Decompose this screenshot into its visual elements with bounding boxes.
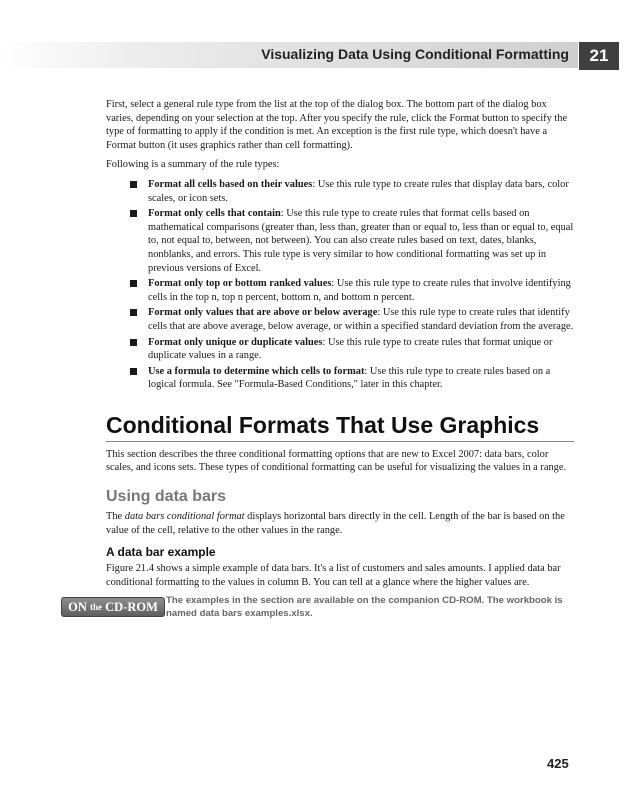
subsection-paragraph: [106, 510, 574, 537]
rule-types-list: [106, 178, 574, 392]
rule-desc: : Use this rule type to create rules that identify cells that are above average, below average, or within a specified standard deviation from the average.: [148, 307, 574, 332]
bullet-icon: [130, 181, 137, 188]
bullet-icon: [130, 339, 137, 346]
cd-rom-callout: [68, 595, 574, 620]
section-heading: Conditional Formats That Use Graphics: [106, 412, 574, 442]
para-prefix: The: [106, 511, 125, 523]
rule-term: Format only cells that contain: [148, 208, 281, 220]
intro-paragraph: First, select a general rule type from the list at the top of the dialog box. The bottom part of the dialog box varies, depending on your selection at the top. After you specify the rule, click the Format button to specify the type of formatting to apply if the condition is met. An exception is the first rule type, which doesn't have a Format button (it uses graphics rather than cell formatting).: [106, 99, 568, 151]
list-item: [106, 207, 574, 275]
list-item: [106, 365, 574, 392]
bullet-icon: [130, 309, 137, 316]
para-italic-term: data bars conditional format: [124, 511, 245, 523]
rule-desc: : Use this rule type to create rules based on a logical formula. See "Formula-Based Conditions," later in this chapter.: [148, 365, 551, 391]
page-number: 425: [547, 756, 569, 771]
example-heading: A data bar example: [106, 545, 216, 560]
list-item: [106, 277, 574, 304]
rule-term: Use a formula to determine which cells to format: [148, 365, 365, 377]
rule-desc: : Use this rule type to create rules that format unique or duplicate values in a range.: [148, 336, 553, 362]
subsection-heading: Using data bars: [106, 488, 227, 506]
rule-desc: : Use this rule type to create rules that format cells based on mathematical comparisons (greater than, less than, greater than or equal to, less than or equal to, equal to, not equal to, between, not between). You can also create rules based on text, dates, blanks, nonblanks, and errors. This rule type is very similar to how conditional formatting was set up in previous versions of Excel.: [148, 208, 574, 274]
example-paragraph: Figure 21.4 shows a simple example of data bars. It's a list of customers and sales amounts. I applied data bar conditional formatting to the values in column B. You can tell at a glance where the higher values are.: [106, 563, 561, 588]
bullet-icon: [130, 368, 137, 375]
running-header: [0, 42, 637, 70]
logo-on: ON: [68, 600, 87, 615]
callout-text: The examples in the section are available on the companion CD-ROM. The workbook is named data bars examples.xlsx.: [166, 595, 563, 619]
rule-term: Format only values that are above or below average: [148, 307, 378, 319]
list-item: [106, 306, 574, 333]
header-title: Visualizing Data Using Conditional Formatting: [261, 46, 569, 62]
on-the-cd-rom-logo: [61, 597, 165, 617]
rule-desc: : Use this rule type to create rules that involve identifying cells in the top n, top n percent, bottom n, and bottom n percent.: [148, 278, 571, 303]
section-paragraph: This section describes the three conditional formatting options that are new to Excel 2007: data bars, color scales, and icons sets. These types of conditional formatting can be useful for visualizing the values in a range.: [106, 448, 567, 474]
rule-term: Format only unique or duplicate values: [148, 336, 323, 348]
logo-the: the: [89, 602, 102, 613]
bullet-icon: [130, 280, 137, 287]
bullet-icon: [130, 210, 137, 217]
logo-cd: CD-ROM: [105, 600, 158, 615]
list-item: [106, 336, 574, 363]
rule-term: Format all cells based on their values: [148, 178, 313, 190]
rule-term: Format only top or bottom ranked values: [148, 278, 332, 290]
summary-lead: Following is a summary of the rule types:: [106, 159, 280, 171]
rule-desc: : Use this rule type to create rules that display data bars, color scales, or icon sets.: [148, 178, 569, 204]
chapter-number: 21: [579, 42, 619, 70]
para-suffix: displays horizontal bars directly in the cell. Length of the bar is based on the value of the cell, relative to the other values in the range.: [106, 511, 565, 536]
page-body: [68, 98, 574, 620]
list-item: [106, 178, 574, 205]
